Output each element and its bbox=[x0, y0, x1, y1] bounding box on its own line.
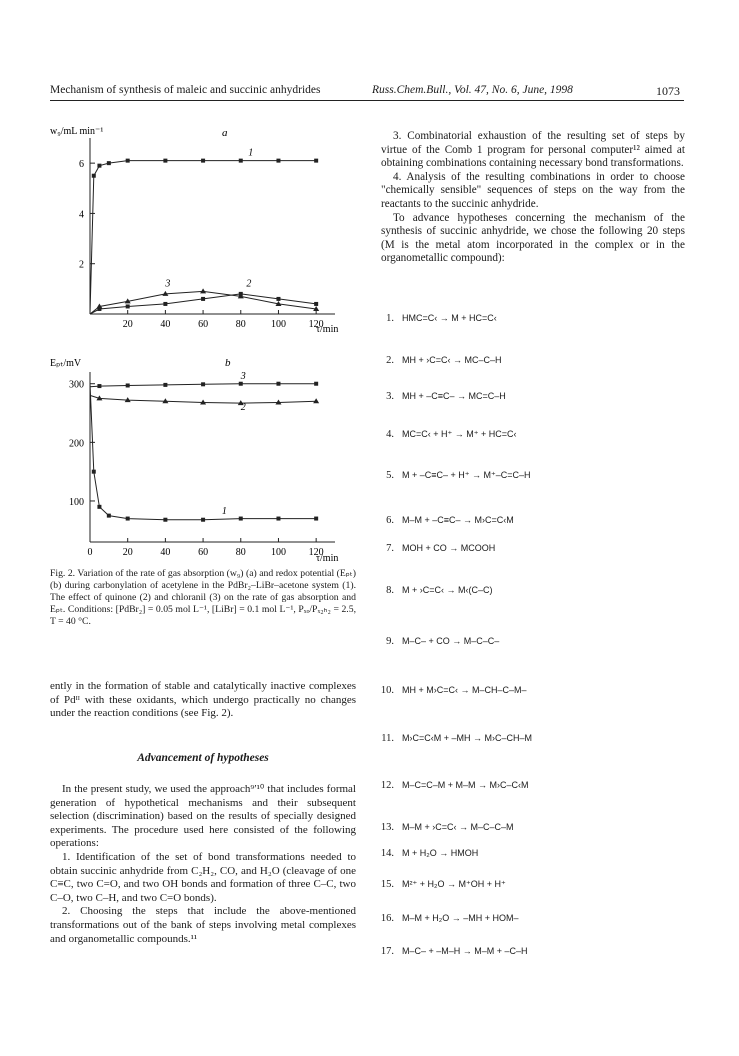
page-number: 1073 bbox=[656, 84, 680, 98]
data-point bbox=[163, 518, 167, 522]
reaction-step: 9. M–C– + CO → M–C–C– bbox=[386, 636, 500, 647]
x-tick-label: 40 bbox=[160, 319, 171, 330]
reaction-steps-list bbox=[368, 0, 688, 1056]
data-point bbox=[163, 383, 167, 387]
data-point bbox=[163, 302, 167, 306]
x-tick-label: 100 bbox=[270, 547, 286, 558]
panel-b-axes bbox=[69, 372, 335, 558]
series-label: 3 bbox=[240, 371, 246, 383]
x-tick-label: 40 bbox=[160, 547, 171, 558]
paragraph-operation-4: 4. Analysis of the resulting combinations in order to choose "chemically sensible" sequences of steps on the way from the reactants to the succinic anhydride. bbox=[381, 170, 685, 210]
panel-b-label: b bbox=[225, 357, 231, 369]
data-point bbox=[163, 159, 167, 163]
x-tick-label: 80 bbox=[235, 319, 246, 330]
reaction-equation: MOH + CO → MCOOH bbox=[402, 543, 496, 553]
x-tick-label: 20 bbox=[122, 547, 133, 558]
data-point bbox=[201, 382, 205, 386]
panel-b-plot bbox=[90, 371, 319, 522]
panel-a-ylabel: w₉/mL min⁻¹ bbox=[50, 126, 104, 137]
data-point bbox=[126, 383, 130, 387]
reaction-equation: M + H₂O → HMOH bbox=[402, 848, 479, 858]
reaction-step: 2. MH + ›C=C‹ → MC–C–H bbox=[386, 355, 502, 366]
left-column-text bbox=[50, 680, 356, 721]
reaction-step: 3. MH + –C≡C– → MC=C–H bbox=[386, 391, 506, 402]
panel-a-xlabel: τ/min bbox=[316, 324, 339, 335]
data-point bbox=[107, 161, 111, 165]
reaction-equation: M–M + H₂O → –MH + HOM– bbox=[402, 913, 519, 923]
reaction-equation: MC=C‹ + H⁺ → M⁺ + HC=C‹ bbox=[402, 429, 517, 439]
y-tick-label: 2 bbox=[79, 259, 84, 271]
data-point bbox=[276, 382, 280, 386]
reaction-step: 11. M›C=C‹M + –MH → M›C–CH–M bbox=[381, 733, 533, 744]
reaction-step: 10. MH + M›C=C‹ → M–CH–C–M– bbox=[380, 685, 527, 696]
data-point bbox=[276, 297, 280, 301]
reaction-equation: M + –C≡C– + H⁺ → M⁺–C=C–H bbox=[402, 470, 531, 480]
x-tick-label: 20 bbox=[122, 319, 133, 330]
panel-b-ylabel: Eₚₜ/mV bbox=[50, 358, 82, 369]
reaction-equation: M–C=C–M + M–M → M›C–C‹M bbox=[402, 780, 529, 790]
reaction-step: 5. M + –C≡C– + H⁺ → M⁺–C=C–H bbox=[386, 470, 531, 481]
x-tick-label: 120 bbox=[308, 547, 324, 558]
data-point bbox=[92, 470, 96, 474]
data-point bbox=[97, 384, 101, 388]
x-tick-label: 100 bbox=[270, 319, 286, 330]
data-point bbox=[201, 159, 205, 163]
reaction-equation: M²⁺ + H₂O → M⁺OH + H⁺ bbox=[402, 879, 506, 889]
x-tick-label: 60 bbox=[198, 319, 209, 330]
y-tick-label: 4 bbox=[79, 209, 84, 221]
left-column-section-text bbox=[50, 783, 356, 946]
series-label: 3 bbox=[165, 278, 171, 290]
figure-caption: Fig. 2. Variation of the rate of gas absorption (w₉) (a) and redox potential (Eₚₜ) (b) during carbonylation of acetylene in the PdBr₂–LiBr–acetone system (1). The effect of quinone (2) and chloranil (3) on the rate of gas absorption and Eₚₜ. Conditions: [PdBr₂] = 0.05 mol L⁻¹, [LiBr] = 0.1 mol L⁻¹, Pₓₒ/Pₓ₂ₕ₂ = 2.5, T = 40 °C. bbox=[50, 568, 356, 627]
data-point bbox=[126, 159, 130, 163]
data-point bbox=[313, 398, 319, 403]
reaction-equation: M›C=C‹M + –MH → M›C–CH–M bbox=[402, 733, 533, 743]
series-label: 1 bbox=[248, 147, 254, 159]
reaction-equation: HMC=C‹ → M + HC=C‹ bbox=[402, 313, 497, 323]
panel-b-xlabel: τ/min bbox=[316, 553, 339, 564]
data-point bbox=[97, 505, 101, 509]
data-point bbox=[200, 288, 206, 293]
paragraph-steps-intro: To advance hypotheses concerning the mechanism of the synthesis of succinic anhydride, we chose the following 20 steps (M is the metal atom incorporated in the complex or in the organometallic compound): bbox=[381, 211, 685, 265]
series-label: 2 bbox=[240, 402, 246, 414]
reaction-equation: M–M + ›C=C‹ → M–C–C–M bbox=[402, 822, 514, 832]
reaction-step: 12. M–C=C–M + M–M → M›C–C‹M bbox=[380, 780, 529, 791]
x-tick-label: 0 bbox=[87, 547, 93, 558]
panel-a-label: a bbox=[222, 127, 228, 139]
data-point bbox=[201, 297, 205, 301]
reaction-step: 8. M + ›C=C‹ → M‹(C–C) bbox=[386, 585, 493, 596]
data-point bbox=[201, 518, 205, 522]
data-point bbox=[314, 382, 318, 386]
figure-panel-a bbox=[50, 118, 360, 338]
data-point bbox=[239, 292, 243, 296]
reaction-equation: MH + –C≡C– → MC=C–H bbox=[402, 391, 506, 401]
data-point bbox=[126, 304, 130, 308]
data-point bbox=[239, 517, 243, 521]
reaction-step: 1. HMC=C‹ → M + HC=C‹ bbox=[386, 313, 497, 324]
reaction-step: 17. M–C– + –M–H → M–M + –C–H bbox=[380, 946, 528, 957]
panel-a-plot bbox=[90, 148, 319, 314]
data-point bbox=[314, 159, 318, 163]
reaction-equation: M + ›C=C‹ → M‹(C–C) bbox=[402, 585, 493, 595]
figure-panel-b bbox=[50, 352, 360, 567]
data-point bbox=[97, 307, 101, 311]
data-point bbox=[314, 517, 318, 521]
data-point bbox=[239, 382, 243, 386]
paragraph-operation-2: 2. Choosing the steps that include the above-mentioned transformations out of the bank of steps involving metal complexes and organometallic compounds.¹¹ bbox=[50, 905, 356, 945]
y-tick-label: 300 bbox=[69, 379, 84, 391]
paragraph-continued: ently in the formation of stable and catalytically inactive complexes of Pdᴵᴵ with these oxidants, which undergo practically no changes under the reaction conditions (see Fig. 2). bbox=[50, 680, 356, 720]
data-point bbox=[107, 514, 111, 518]
data-point bbox=[276, 159, 280, 163]
x-tick-label: 120 bbox=[308, 319, 324, 330]
reaction-equation: M–M + –C≡C– → M›C=C‹M bbox=[402, 515, 514, 525]
paragraph-operation-3: 3. Combinatorial exhaustion of the resulting set of steps by virtue of the Comb 1 program for personal computer¹² aimed at obtaining combinations containing necessary bond transformations. bbox=[381, 130, 685, 170]
reaction-equation: M–C– + –M–H → M–M + –C–H bbox=[402, 946, 528, 956]
series-label: 1 bbox=[221, 505, 227, 517]
running-header-left: Mechanism of synthesis of maleic and succinic anhydrides bbox=[50, 84, 321, 96]
reaction-step: 13. M–M + ›C=C‹ → M–C–C–M bbox=[380, 822, 514, 833]
reaction-step: 6. M–M + –C≡C– → M›C=C‹M bbox=[386, 515, 514, 526]
data-point bbox=[314, 302, 318, 306]
reaction-step: 14. M + H₂O → HMOH bbox=[380, 848, 479, 859]
y-tick-label: 200 bbox=[69, 438, 84, 450]
reaction-step: 4. MC=C‹ + H⁺ → M⁺ + HC=C‹ bbox=[386, 429, 517, 440]
x-tick-label: 80 bbox=[235, 547, 246, 558]
reaction-equation: MH + ›C=C‹ → MC–C–H bbox=[402, 355, 502, 365]
reaction-step: 16. M–M + H₂O → –MH + HOM– bbox=[380, 913, 519, 924]
section-title: Advancement of hypotheses bbox=[137, 752, 269, 764]
reaction-equation: M–C– + CO → M–C–C– bbox=[402, 636, 500, 646]
data-point bbox=[126, 517, 130, 521]
data-point bbox=[276, 517, 280, 521]
x-tick-label: 60 bbox=[198, 547, 209, 558]
reaction-step: 15. M²⁺ + H₂O → M⁺OH + H⁺ bbox=[380, 879, 506, 890]
reaction-equation: MH + M›C=C‹ → M–CH–C–M– bbox=[402, 685, 527, 695]
data-point bbox=[239, 159, 243, 163]
series-label: 2 bbox=[246, 278, 252, 290]
data-point bbox=[92, 174, 96, 178]
y-tick-label: 6 bbox=[79, 159, 84, 171]
paragraph-approach: In the present study, we used the approach⁹ʹ¹⁰ that includes formal generation of hypothetical mechanisms and their subsequent selection (discrimination) based on the results of specially designed experiments. The procedure used here consisted of the following operations: bbox=[50, 783, 356, 850]
paragraph-operation-1: 1. Identification of the set of bond transformations needed to obtain succinic anhydride from C₂H₂, CO, and H₂O (cleavage of one C≡C, two C=O, and two OH bonds and formation of three C–C, two C–O, two C–H, and two C=O bonds). bbox=[50, 850, 356, 904]
running-header-journal: Russ.Chem.Bull., Vol. 47, No. 6, June, 1998 bbox=[372, 84, 573, 96]
y-tick-label: 100 bbox=[69, 496, 84, 508]
data-point bbox=[97, 164, 101, 168]
reaction-step: 7. MOH + CO → MCOOH bbox=[386, 543, 496, 554]
